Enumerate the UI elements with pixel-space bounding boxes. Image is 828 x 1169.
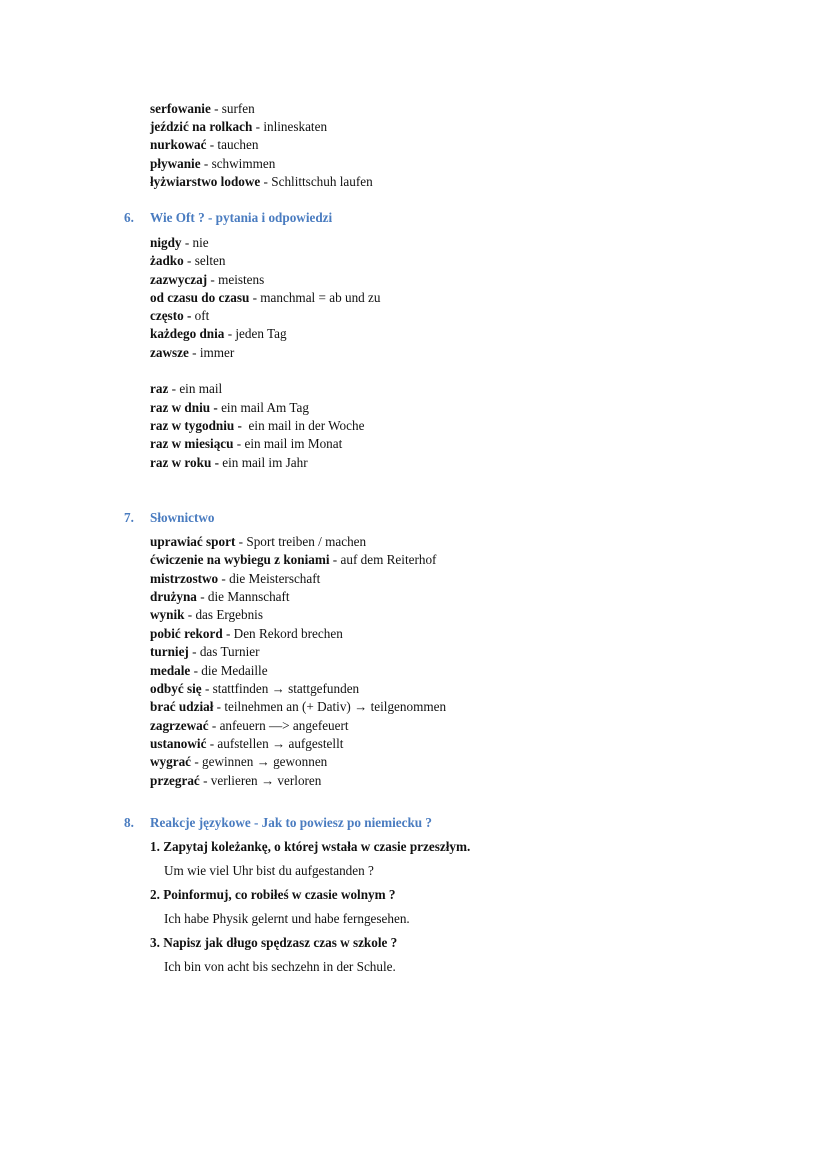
vocab-item: od czasu do czasu - manchmal = ab und zu: [150, 290, 381, 305]
answer-3: Ich bin von acht bis sechzehn in der Schule.: [164, 959, 396, 974]
question-1: 1. Zapytaj koleżankę, o której wstała w czasie przeszłym.: [150, 839, 471, 854]
question-3: 3. Napisz jak długo spędzasz czas w szkole ?: [150, 935, 398, 950]
vocab-item: turniej - das Turnier: [150, 644, 260, 659]
section-8-heading: 8. Reakcje językowe - Jak to powiesz po niemiecku ?: [124, 815, 433, 830]
vocab-item: zazwyczaj - meistens: [150, 272, 265, 287]
vocab-item: raz - ein mail: [150, 381, 223, 396]
answer-1: Um wie viel Uhr bist du aufgestanden ?: [164, 863, 374, 878]
section-6-heading: 6. Wie Oft ? - pytania i odpowiedzi: [124, 210, 333, 225]
vocab-item: jeździć na rolkach - inlineskaten: [150, 119, 328, 134]
section-7-heading: 7. Słownictwo: [124, 510, 215, 525]
vocab-item: często - oft: [150, 308, 210, 323]
answer-2: Ich habe Physik gelernt und habe ferngesehen.: [164, 911, 410, 926]
vocab-item: przegrać - verlieren → verloren: [150, 773, 322, 788]
vocab-item: zagrzewać - anfeuern —> angefeuert: [150, 718, 349, 733]
vocab-item: drużyna - die Mannschaft: [150, 589, 290, 604]
vocab-item: ustanowić - aufstellen → aufgestellt: [150, 736, 344, 751]
vocab-item: pływanie - schwimmen: [150, 156, 276, 171]
vocab-item: brać udział - teilnehmen an (+ Dativ) → teilgenommen: [150, 699, 447, 714]
vocab-item: odbyć się - stattfinden → stattgefunden: [150, 681, 360, 696]
vocab-item: żadko - selten: [150, 253, 226, 268]
vocab-item: ćwiczenie na wybiegu z koniami - auf dem Reiterhof: [150, 552, 437, 567]
vocab-item: serfowanie - surfen: [150, 101, 255, 116]
vocab-item: pobić rekord - Den Rekord brechen: [150, 626, 343, 641]
vocab-item: uprawiać sport - Sport treiben / machen: [150, 534, 367, 549]
vocab-item: wygrać - gewinnen → gewonnen: [150, 754, 328, 769]
vocab-item: raz w miesiącu - ein mail im Monat: [150, 436, 343, 451]
vocab-item: raz w dniu - ein mail Am Tag: [150, 400, 309, 415]
vocab-item: mistrzostwo - die Meisterschaft: [150, 571, 321, 586]
vocab-item: raz w roku - ein mail im Jahr: [150, 455, 308, 470]
vocab-item: łyżwiarstwo lodowe - Schlittschuh laufen: [150, 174, 373, 189]
vocab-item: medale - die Medaille: [150, 663, 268, 678]
vocab-item: nurkować - tauchen: [150, 137, 259, 152]
vocab-item: raz w tygodniu - ein mail in der Woche: [150, 418, 365, 433]
vocab-item: wynik - das Ergebnis: [150, 607, 263, 622]
vocab-item: zawsze - immer: [150, 345, 235, 360]
vocab-item: nigdy - nie: [150, 235, 209, 250]
question-2: 2. Poinformuj, co robiłeś w czasie wolnym ?: [150, 887, 396, 902]
vocab-item: każdego dnia - jeden Tag: [150, 326, 287, 341]
